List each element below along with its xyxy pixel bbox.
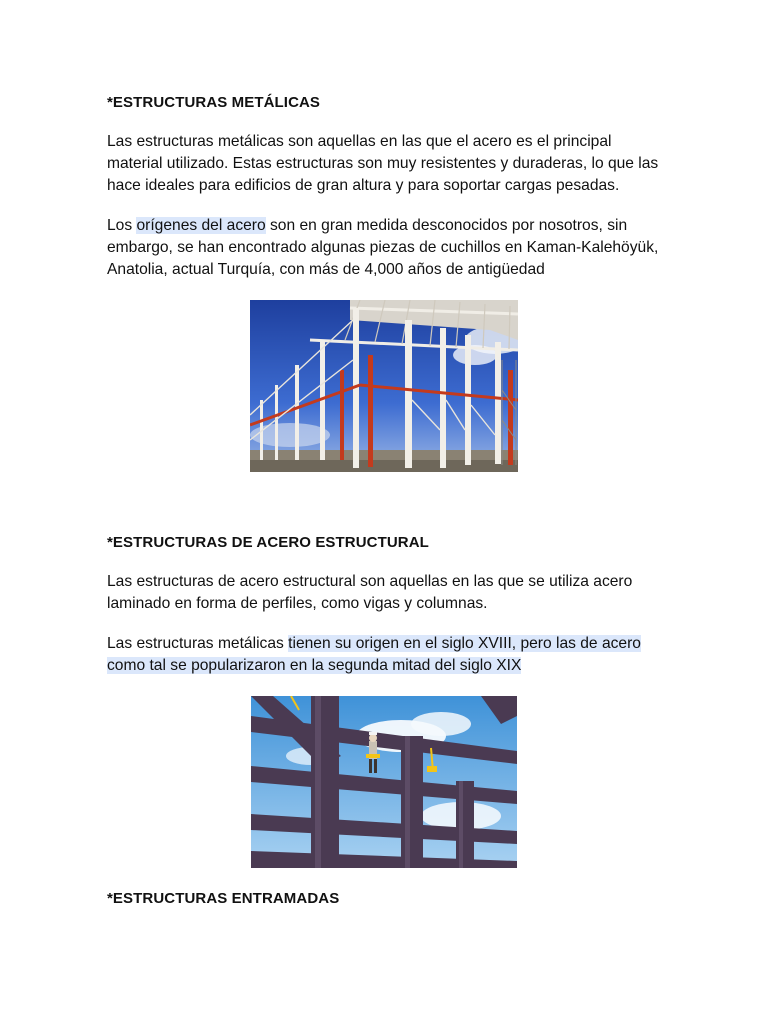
paragraph-origen-siglo [107,633,667,677]
paragraph-text: Los [107,217,137,234]
section-heading-estructuras-metalicas: *ESTRUCTURAS METÁLICAS [107,94,321,111]
highlighted-text: como tal se popularizaron en la segunda mitad del siglo XIX [107,657,522,674]
highlighted-text: orígenes del acero [136,217,266,234]
paragraph-text: Las estructuras metálicas [107,635,289,652]
paragraph-text: son en gran medida desconocidos por nosotros, sin embargo, se han encontrado algunas piezas de cuchillos en Kaman-Kalehöyük, Anatolia, actual Turquía, con más de 4,000 años de antigüedad [107,217,659,278]
highlighted-text: tienen su origen en el siglo XVIII, pero las de acero [288,635,641,652]
paragraph-acero-estructural-intro: Las estructuras de acero estructural son aquellas en las que se utiliza acero laminado en forma de perfiles, como vigas y columnas. [107,573,633,612]
section-heading-acero-estructural: *ESTRUCTURAS DE ACERO ESTRUCTURAL [107,534,429,551]
section-heading-entramadas: *ESTRUCTURAS ENTRAMADAS [107,890,340,907]
steel-warehouse-frame-photo [250,300,518,472]
steel-beams-worker-photo [251,696,517,868]
paragraph-estructuras-metalicas-intro: Las estructuras metálicas son aquellas en las que el acero es el principal material utilizado. Estas estructuras son muy resistentes y duraderas, lo que las hace ideales para edificios de gran altura y para soportar cargas pesadas. [107,133,659,194]
paragraph-origenes-acero [107,215,667,281]
